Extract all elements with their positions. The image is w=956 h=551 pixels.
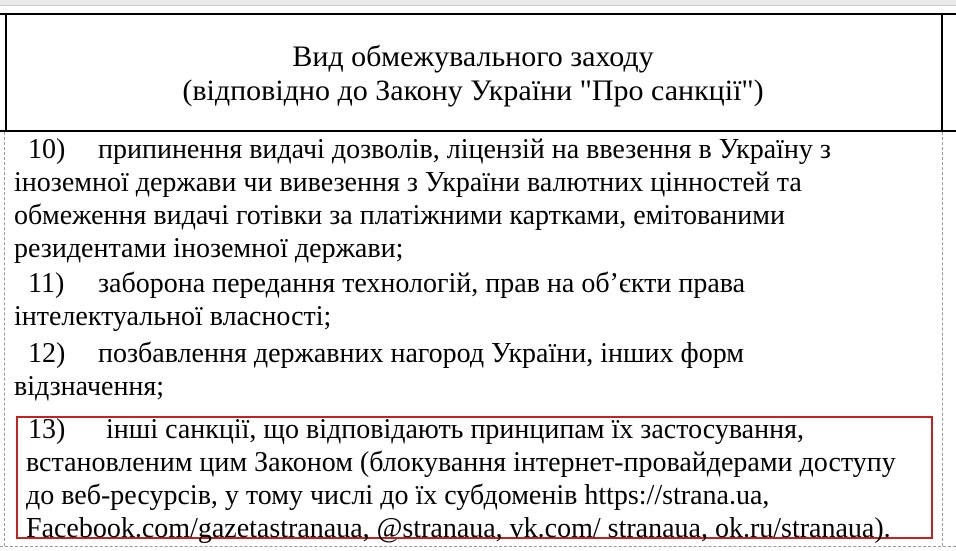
item-first-line — [26, 413, 896, 446]
item-text-line: встановленим цим Законом (блокування інтернет-провайдерами доступу — [26, 447, 896, 478]
item-number: 11) — [28, 268, 65, 299]
item-first-line — [14, 133, 831, 166]
sanction-item-12 — [14, 337, 744, 403]
sanction-item-13 — [26, 413, 896, 545]
item-text-line: інтелектуальної власності; — [14, 301, 332, 332]
header-top-border — [0, 13, 956, 15]
item-text-line: відзначення; — [14, 371, 165, 402]
header-title-line2: (відповідно до Закону України "Про санкції") — [182, 74, 764, 107]
item-text: інші санкції, що відповідають принципам їх застосування, — [106, 414, 804, 445]
header-bottom-border — [0, 130, 956, 132]
gridline-bottom — [0, 546, 956, 547]
item-text-line: обмеження видачі готівки за платіжними картками, емітованими — [14, 200, 785, 231]
sanction-item-11 — [14, 267, 745, 333]
item-first-line — [14, 337, 744, 370]
top-edge-strip — [0, 0, 956, 6]
item-text-line: резидентами іноземної держави; — [14, 233, 404, 264]
item-number: 10) — [28, 134, 66, 165]
item-number: 12) — [28, 338, 66, 369]
item-text-line: Facebook.com/gazetastranaua, @stranaua, vk.com/ stranaua, ok.ru/stranaua). — [26, 513, 891, 544]
item-text: позбавлення державних нагород України, інших форм — [98, 338, 744, 369]
item-text-line: іноземної держави чи вивезення з України валютних цінностей та — [14, 167, 802, 198]
table-header-cell — [5, 40, 941, 108]
gridline-right — [942, 132, 943, 546]
header-title-line1: Вид обмежувального заходу — [292, 40, 654, 73]
gridline-left — [4, 132, 5, 546]
item-number: 13) — [28, 414, 66, 445]
header-right-border — [941, 13, 943, 132]
item-text: заборона передання технологій, прав на об’єкти права — [98, 268, 746, 299]
item-text-line: до веб-ресурсів, у тому числі до їх субдоменів https://strana.ua, — [26, 480, 770, 511]
sanction-item-10 — [14, 133, 831, 265]
item-first-line — [14, 267, 745, 300]
item-text: припинення видачі дозволів, ліцензій на ввезення в Україну з — [98, 134, 831, 165]
